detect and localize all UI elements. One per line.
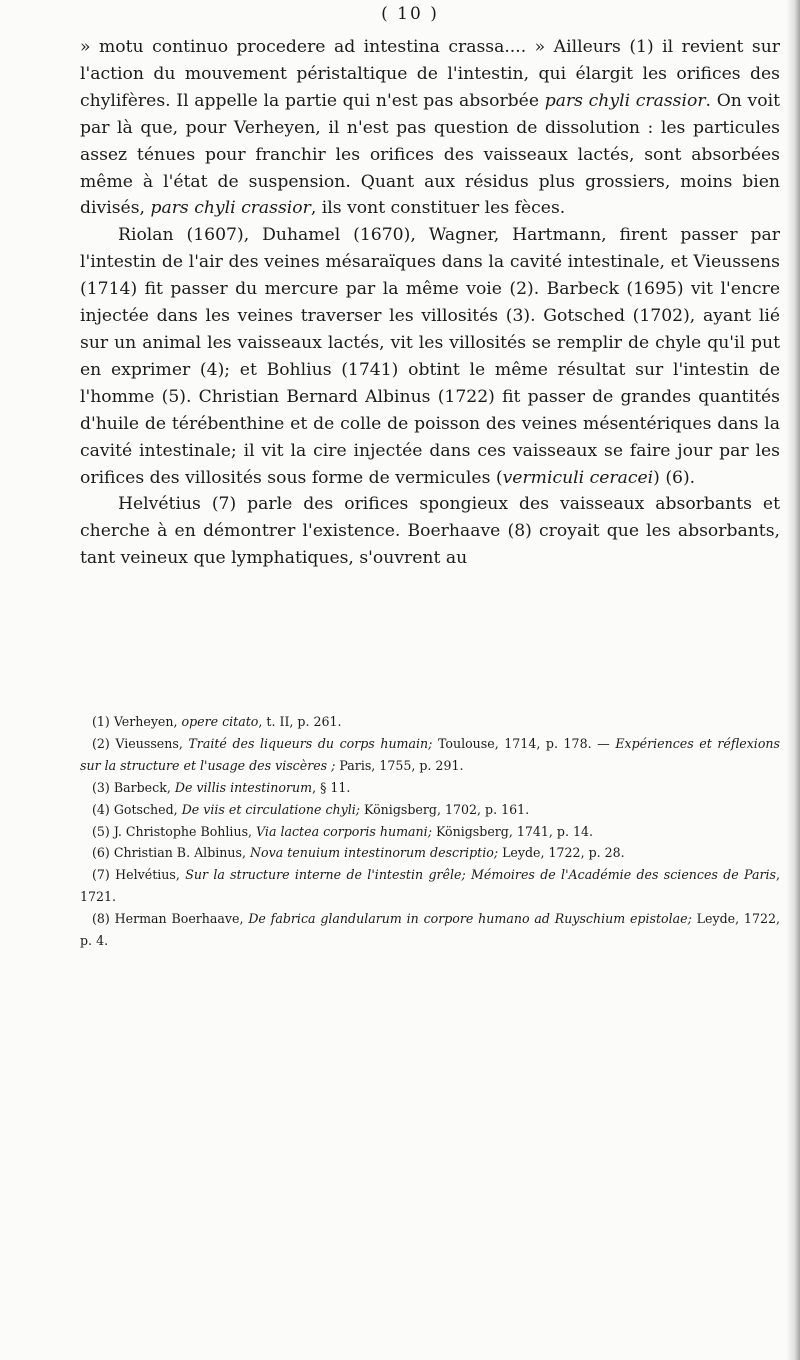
italic-text-run: De fabrica glandularum in corpore humano ad Ruyschium epistolae;	[248, 911, 692, 927]
text-run: . On voit par là que, pour Verheyen, il n'est pas question de dissolution : les particules assez ténues pour franchir les orifices des vaisseaux lactés, sont absorbées même à l'état de suspension. Quant aux résidus plus grossiers, moins bien divisés,	[80, 90, 780, 219]
italic-text-run: pars chyli crassior	[150, 198, 311, 219]
italic-text-run: Traité des liqueurs du corps humain;	[188, 735, 433, 751]
paragraph	[80, 222, 780, 491]
footnote	[80, 711, 780, 733]
text-run: (3) Barbeck,	[92, 779, 175, 795]
footnote	[80, 799, 780, 821]
italic-text-run: Sur la structure interne de l'intestin grêle; Mémoires de l'Académie des sciences de Paris	[185, 867, 776, 883]
italic-text-run: vermiculi ceracei	[502, 467, 654, 488]
text-run: Königsberg, 1702, p. 161.	[360, 801, 530, 817]
footnote	[80, 777, 780, 799]
page-edge-shadow	[786, 0, 800, 1360]
text-run: (4) Gotsched,	[92, 801, 182, 817]
italic-text-run: Via lactea corporis humani;	[256, 823, 432, 839]
text-run: » motu continuo procedere ad intestina crassa.... » Ailleurs (1) il revient sur l'action du mouvement péristaltique de l'intestin, qui élargit les orifices des chylifères. Il appelle la partie qui n'est pas absorbée	[80, 37, 780, 111]
text-run: ) (6).	[653, 467, 696, 488]
text-run: Königsberg, 1741, p. 14.	[431, 823, 594, 839]
footnote	[80, 733, 780, 777]
text-run: , § 11.	[312, 779, 351, 795]
text-run: (1) Verheyen,	[92, 714, 182, 729]
italic-text-run: De villis intestinorum	[174, 779, 313, 795]
text-run: (5) J. Christophe Bohlius,	[92, 823, 257, 839]
text-run: , 1721.	[80, 867, 781, 905]
footnote	[80, 842, 780, 864]
text-run: Toulouse, 1714, p. 178. —	[432, 735, 616, 751]
text-run: (8) Herman Boerhaave,	[92, 911, 249, 927]
text-run: (7) Helvétius,	[92, 867, 186, 883]
text-run: Paris, 1755, p. 291.	[335, 757, 464, 773]
text-run: Leyde, 1722, p. 28.	[498, 845, 625, 861]
italic-text-run: Expériences et réflexions sur la structure et l'usage des viscères ;	[80, 735, 780, 773]
footnote	[80, 821, 780, 843]
main-text	[80, 34, 780, 572]
paragraph	[80, 491, 780, 572]
text-run: , ils vont constituer les fèces.	[310, 198, 566, 219]
text-run: Helvétius (7) parle des orifices spongieux des vaisseaux absorbants et cherche à en démontrer l'existence. Boerhaave (8) croyait que les absorbants, tant veineux que lymphatiques, s'ouvrent au	[80, 494, 780, 569]
italic-text-run: pars chyli crassior	[544, 90, 706, 111]
footnote	[80, 864, 780, 908]
text-run: (6) Christian B. Albinus,	[92, 845, 250, 861]
footnote	[80, 908, 780, 952]
text-run: , t. II, p. 261.	[258, 714, 342, 729]
italic-text-run: De viis et circulatione chyli;	[181, 801, 361, 817]
footnotes	[80, 711, 780, 952]
text-run: (2) Vieussens,	[92, 735, 189, 751]
italic-text-run: opere citato	[181, 714, 259, 729]
text-run: Leyde, 1722, p. 4.	[80, 911, 780, 949]
text-run: Riolan (1607), Duhamel (1670), Wagner, Hartmann, firent passer par l'intestin de l'air des veines mésaraïques dans la cavité intestinale, et Vieussens (1714) fit passer du mercure par la même voie (2). Barbeck (1695) vit l'encre injectée dans les veines traverser les villosités (3). Gotsched (1702), ayant lié sur un animal les vaisseaux lactés, vit les villosités se remplir de chyle qu'il put en exprimer (4); et Bohlius (1741) obtint le même résultat sur l'intestin de l'homme (5). Christian Bernard Albinus (1722) fit passer de grandes quantités d'huile de térébenthine et de colle de poisson des veines mésentériques dans la cavité intestinale; il vit la cire injectée dans ces vaisseaux se faire jour par les orifices des villosités sous forme de vermicules (	[80, 225, 780, 488]
page-number: ( 10 )	[381, 4, 439, 24]
paragraph	[80, 34, 780, 222]
italic-text-run: Nova tenuium intestinorum descriptio;	[249, 845, 499, 861]
